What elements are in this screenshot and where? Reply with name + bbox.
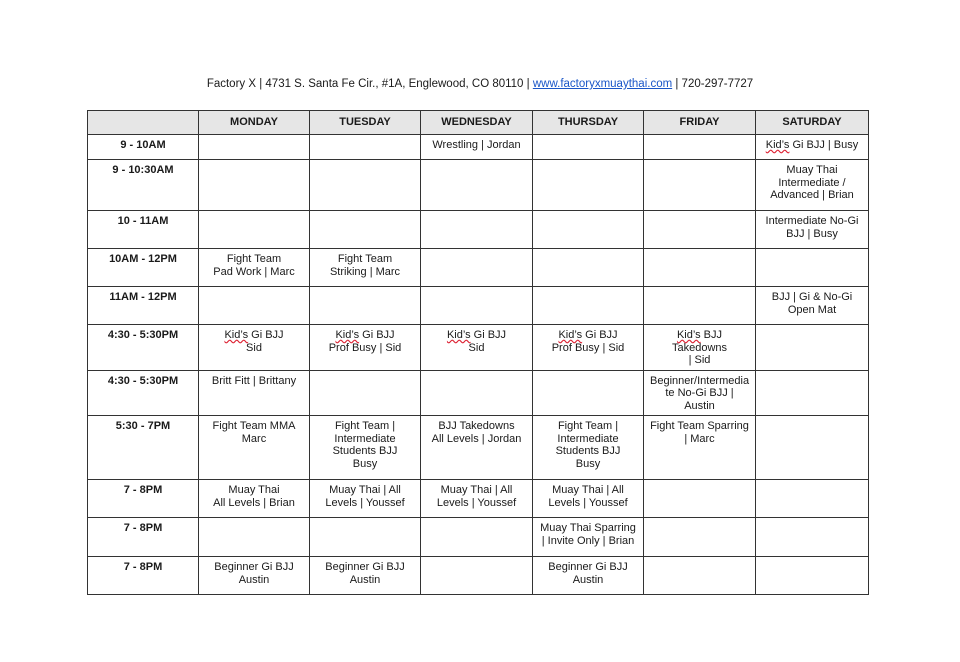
class-cell-thursday: Beginner Gi BJJ Austin	[533, 557, 644, 595]
spellcheck-mark: Kid’s	[446, 329, 471, 341]
header-row	[88, 111, 869, 135]
class-cell-saturday	[756, 249, 869, 287]
class-cell-thursday: Muay Thai | All Levels | Youssef	[533, 480, 644, 518]
time-slot: 7 - 8PM	[88, 557, 199, 595]
class-cell-friday	[644, 480, 756, 518]
class-cell-tuesday: Beginner Gi BJJ Austin	[310, 557, 421, 595]
spellcheck-mark: Kid’s	[224, 329, 249, 341]
class-cell-saturday: Kid’s Gi BJJ | Busy	[756, 135, 869, 160]
class-cell-saturday: BJJ | Gi & No-Gi Open Mat	[756, 287, 869, 325]
class-cell-friday: Fight Team Sparring | Marc	[644, 416, 756, 480]
schedule-row	[88, 249, 869, 287]
class-cell-tuesday	[310, 135, 421, 160]
class-schedule-table	[87, 110, 869, 595]
class-cell-wednesday	[421, 249, 533, 287]
schedule-body	[88, 135, 869, 595]
class-cell-thursday	[533, 135, 644, 160]
spellcheck-mark: Kid’s	[765, 139, 790, 151]
class-cell-monday: Fight Team Pad Work | Marc	[199, 249, 310, 287]
class-cell-friday	[644, 287, 756, 325]
spellcheck-mark: Kid’s	[676, 329, 701, 341]
website-link[interactable]: www.factoryxmuaythai.com	[532, 78, 673, 90]
schedule-row	[88, 325, 869, 371]
time-slot: 10AM - 12PM	[88, 249, 199, 287]
class-cell-wednesday	[421, 557, 533, 595]
class-cell-wednesday	[421, 287, 533, 325]
class-cell-monday: Fight Team MMA Marc	[199, 416, 310, 480]
class-cell-thursday: Muay Thai Sparring | Invite Only | Brian	[533, 518, 644, 557]
schedule-row	[88, 287, 869, 325]
class-cell-wednesday	[421, 370, 533, 416]
class-cell-saturday	[756, 518, 869, 557]
class-cell-saturday	[756, 325, 869, 371]
schedule-row	[88, 518, 869, 557]
class-cell-thursday	[533, 211, 644, 249]
class-cell-friday	[644, 557, 756, 595]
class-cell-friday: Beginner/Intermedia te No-Gi BJJ | Austin	[644, 370, 756, 416]
class-cell-wednesday: Wrestling | Jordan	[421, 135, 533, 160]
class-cell-tuesday	[310, 370, 421, 416]
time-slot: 9 - 10:30AM	[88, 160, 199, 211]
time-slot: 9 - 10AM	[88, 135, 199, 160]
class-cell-tuesday: Muay Thai | All Levels | Youssef	[310, 480, 421, 518]
class-cell-wednesday: Muay Thai | All Levels | Youssef	[421, 480, 533, 518]
time-slot: 4:30 - 5:30PM	[88, 370, 199, 416]
class-cell-tuesday: Fight Team Striking | Marc	[310, 249, 421, 287]
time-slot: 11AM - 12PM	[88, 287, 199, 325]
time-slot: 10 - 11AM	[88, 211, 199, 249]
class-cell-friday: Kid’s BJJ Takedowns | Sid	[644, 325, 756, 371]
class-cell-saturday	[756, 370, 869, 416]
class-cell-friday	[644, 249, 756, 287]
class-cell-saturday	[756, 416, 869, 480]
class-cell-wednesday	[421, 211, 533, 249]
class-cell-tuesday	[310, 160, 421, 211]
class-cell-thursday	[533, 370, 644, 416]
class-cell-thursday: Fight Team | Intermediate Students BJJ Busy	[533, 416, 644, 480]
class-cell-tuesday	[310, 518, 421, 557]
class-cell-friday	[644, 135, 756, 160]
class-cell-saturday	[756, 557, 869, 595]
class-cell-monday	[199, 287, 310, 325]
header-phone: | 720-297-7727	[672, 78, 754, 90]
class-cell-monday	[199, 211, 310, 249]
schedule-row	[88, 557, 869, 595]
class-cell-monday: Britt Fitt | Brittany	[199, 370, 310, 416]
class-cell-thursday	[533, 160, 644, 211]
schedule-row	[88, 370, 869, 416]
class-cell-saturday: Muay Thai Intermediate / Advanced | Brian	[756, 160, 869, 211]
class-cell-monday	[199, 160, 310, 211]
class-cell-tuesday: Fight Team | Intermediate Students BJJ Busy	[310, 416, 421, 480]
class-cell-thursday	[533, 249, 644, 287]
class-cell-monday	[199, 135, 310, 160]
class-cell-monday: Beginner Gi BJJ Austin	[199, 557, 310, 595]
schedule-row	[88, 480, 869, 518]
spellcheck-mark: Kid’s	[335, 329, 360, 341]
class-cell-monday: Muay Thai All Levels | Brian	[199, 480, 310, 518]
class-cell-monday	[199, 518, 310, 557]
class-cell-friday	[644, 518, 756, 557]
class-cell-wednesday	[421, 160, 533, 211]
class-cell-friday	[644, 160, 756, 211]
day-header-thursday: THURSDAY	[533, 111, 644, 135]
header-address: Factory X | 4731 S. Santa Fe Cir., #1A, Englewood, CO 80110 |	[206, 78, 533, 90]
schedule-row	[88, 211, 869, 249]
day-header-wednesday: WEDNESDAY	[421, 111, 533, 135]
day-header-friday: FRIDAY	[644, 111, 756, 135]
time-slot: 5:30 - 7PM	[88, 416, 199, 480]
class-cell-thursday	[533, 287, 644, 325]
class-cell-tuesday	[310, 211, 421, 249]
day-header-saturday: SATURDAY	[756, 111, 869, 135]
page-header	[0, 78, 960, 90]
class-cell-wednesday: Kid’s Gi BJJ Sid	[421, 325, 533, 371]
class-cell-wednesday: BJJ Takedowns All Levels | Jordan	[421, 416, 533, 480]
schedule-row	[88, 160, 869, 211]
day-header-tuesday: TUESDAY	[310, 111, 421, 135]
corner-header	[88, 111, 199, 135]
time-slot: 7 - 8PM	[88, 480, 199, 518]
class-cell-tuesday	[310, 287, 421, 325]
class-cell-thursday: Kid’s Gi BJJ Prof Busy | Sid	[533, 325, 644, 371]
class-cell-friday	[644, 211, 756, 249]
time-slot: 7 - 8PM	[88, 518, 199, 557]
class-cell-saturday: Intermediate No-Gi BJJ | Busy	[756, 211, 869, 249]
schedule-row	[88, 416, 869, 480]
class-cell-wednesday	[421, 518, 533, 557]
class-cell-tuesday: Kid’s Gi BJJ Prof Busy | Sid	[310, 325, 421, 371]
class-cell-saturday	[756, 480, 869, 518]
schedule-row	[88, 135, 869, 160]
time-slot: 4:30 - 5:30PM	[88, 325, 199, 371]
spellcheck-mark: Kid’s	[558, 329, 583, 341]
class-cell-monday: Kid’s Gi BJJ Sid	[199, 325, 310, 371]
day-header-monday: MONDAY	[199, 111, 310, 135]
